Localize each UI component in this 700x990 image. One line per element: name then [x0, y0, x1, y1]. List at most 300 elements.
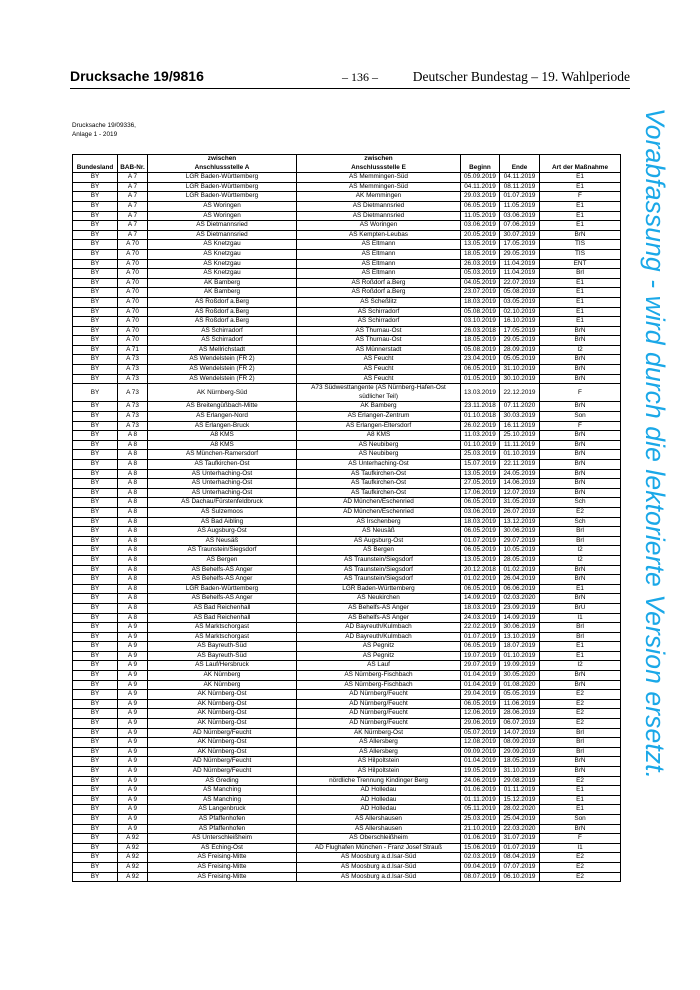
cell-art: E1 — [540, 182, 621, 192]
table-row — [73, 460, 621, 470]
cell-anschlussstelle-a: AS Dietmannsried — [148, 221, 297, 231]
cell-bundesland: BY — [73, 498, 118, 508]
cell-art: BrN — [540, 824, 621, 834]
meta-line-1: Drucksache 19/09336, — [72, 122, 136, 129]
cell-bundesland: BY — [73, 536, 118, 546]
cell-anschlussstelle-a: AS Bad Reichenhall — [148, 603, 297, 613]
cell-art: I2 — [540, 345, 621, 355]
cell-anschlussstelle-e: AS Oberschleißheim — [297, 834, 461, 844]
cell-ende: 11.06.2019 — [500, 699, 540, 709]
cell-anschlussstelle-a: AS Bayreuth-Süd — [148, 651, 297, 661]
cell-ende: 11.04.2019 — [500, 259, 540, 269]
cell-anschlussstelle-e: AS Pegnitz — [297, 642, 461, 652]
cell-ende: 22.11.2019 — [500, 460, 540, 470]
cell-anschlussstelle-a: AS Behelfs-AS Anger — [148, 575, 297, 585]
cell-art: BrN — [540, 326, 621, 336]
cell-anschlussstelle-a: AS Taufkirchen-Ost — [148, 460, 297, 470]
cell-anschlussstelle-a: LGR Baden-Württemberg — [148, 584, 297, 594]
cell-beginn: 01.07.2019 — [461, 632, 500, 642]
cell-anschlussstelle-a: AS Dachau/Fürstenfeldbruck — [148, 498, 297, 508]
cell-bab: A 7 — [118, 173, 148, 183]
document-number: Drucksache 19/9816 — [70, 68, 204, 84]
cell-beginn: 18.03.2019 — [461, 297, 500, 307]
cell-bab: A 8 — [118, 498, 148, 508]
cell-anschlussstelle-a: AS Bergen — [148, 555, 297, 565]
cell-bab: A 8 — [118, 546, 148, 556]
table-row — [73, 843, 621, 853]
cell-anschlussstelle-e: AS Traunstein/Siegsdorf — [297, 575, 461, 585]
cell-anschlussstelle-e: AS Schirradorf — [297, 307, 461, 317]
table-row — [73, 384, 621, 402]
cell-anschlussstelle-e: A73 Südwesttangente (AS Nürnberg-Hafen-Ost südlicher Teil) — [297, 384, 461, 402]
cell-art: BrN — [540, 479, 621, 489]
cell-beginn: 13.05.2019 — [461, 469, 500, 479]
zwischen-label: zwischen — [207, 155, 237, 162]
cell-anschlussstelle-a: AS Pfaffenhofen — [148, 814, 297, 824]
cell-bundesland: BY — [73, 469, 118, 479]
cell-bundesland: BY — [73, 345, 118, 355]
cell-art: BrN — [540, 757, 621, 767]
cell-beginn: 20.12.2018 — [461, 565, 500, 575]
cell-ende: 31.10.2019 — [500, 365, 540, 375]
cell-art: BrN — [540, 402, 621, 412]
cell-anschlussstelle-e: AS Taufkirchen-Ost — [297, 469, 461, 479]
cell-anschlussstelle-a: AS Roßdorf a.Berg — [148, 317, 297, 327]
cell-beginn: 24.03.2019 — [461, 613, 500, 623]
cell-art: BrN — [540, 671, 621, 681]
cell-ende: 11.11.2019 — [500, 440, 540, 450]
cell-ende: 29.05.2019 — [500, 249, 540, 259]
cell-anschlussstelle-e: AS Roßdorf a.Berg — [297, 278, 461, 288]
cell-bundesland: BY — [73, 728, 118, 738]
cell-anschlussstelle-a: AD Nürnberg/Feucht — [148, 767, 297, 777]
cell-bab: A 8 — [118, 431, 148, 441]
cell-anschlussstelle-e: AS Pegnitz — [297, 651, 461, 661]
cell-ende: 23.09.2019 — [500, 603, 540, 613]
cell-bab: A 92 — [118, 872, 148, 882]
cell-ende: 29.09.2019 — [500, 747, 540, 757]
cell-beginn: 01.10.2019 — [461, 440, 500, 450]
cell-ende: 28.06.2019 — [500, 709, 540, 719]
cell-ende: 11.05.2019 — [500, 201, 540, 211]
cell-bundesland: BY — [73, 374, 118, 384]
cell-art: F — [540, 421, 621, 431]
table-row — [73, 230, 621, 240]
cell-anschlussstelle-a: AS Eching-Ost — [148, 843, 297, 853]
cell-bundesland: BY — [73, 336, 118, 346]
cell-ende: 30.05.2020 — [500, 671, 540, 681]
cell-bab: A 8 — [118, 555, 148, 565]
cell-ende: 08.11.2019 — [500, 182, 540, 192]
cell-anschlussstelle-e: LGR Baden-Württemberg — [297, 584, 461, 594]
cell-anschlussstelle-e: AD Flughafen München - Franz Josef Strauß — [297, 843, 461, 853]
cell-anschlussstelle-a: AS Dietmannsried — [148, 230, 297, 240]
cell-art: ENT — [540, 259, 621, 269]
cell-bundesland: BY — [73, 565, 118, 575]
table-row — [73, 795, 621, 805]
cell-bundesland: BY — [73, 249, 118, 259]
watermark — [640, 108, 670, 898]
table-row — [73, 365, 621, 375]
cell-anschlussstelle-a: AK Nürnberg — [148, 671, 297, 681]
cell-ende: 29.07.2019 — [500, 536, 540, 546]
table-row — [73, 728, 621, 738]
table-row — [73, 412, 621, 422]
cell-bab: A 7 — [118, 211, 148, 221]
cell-bundesland: BY — [73, 795, 118, 805]
cell-art: Brl — [540, 269, 621, 279]
table-row — [73, 575, 621, 585]
cell-bab: A 9 — [118, 623, 148, 633]
cell-anschlussstelle-e: AK Bamberg — [297, 402, 461, 412]
cell-bab: A 70 — [118, 288, 148, 298]
col-anschlussstelle-e — [297, 155, 461, 173]
cell-bab: A 9 — [118, 709, 148, 719]
cell-bundesland: BY — [73, 862, 118, 872]
cell-beginn: 06.05.2019 — [461, 498, 500, 508]
cell-beginn: 09.04.2019 — [461, 862, 500, 872]
cell-ende: 25.04.2019 — [500, 814, 540, 824]
cell-ende: 14.07.2019 — [500, 728, 540, 738]
cell-bundesland: BY — [73, 412, 118, 422]
cell-art: E2 — [540, 776, 621, 786]
cell-beginn: 01.06.2019 — [461, 834, 500, 844]
cell-bab: A 9 — [118, 795, 148, 805]
cell-anschlussstelle-a: AS Unterhaching-Ost — [148, 469, 297, 479]
cell-art: BrN — [540, 575, 621, 585]
cell-beginn: 13.05.2019 — [461, 240, 500, 250]
cell-beginn: 23.07.2019 — [461, 288, 500, 298]
cell-bab: A 73 — [118, 384, 148, 402]
cell-anschlussstelle-a: AS Sulzemoos — [148, 507, 297, 517]
cell-anschlussstelle-e: AS Kempten-Leubas — [297, 230, 461, 240]
cell-anschlussstelle-e: AS Moosburg a.d.Isar-Süd — [297, 853, 461, 863]
cell-anschlussstelle-a: AS Woringen — [148, 201, 297, 211]
page-number: – 136 – — [342, 70, 378, 84]
table-row — [73, 507, 621, 517]
cell-beginn: 01.02.2019 — [461, 575, 500, 585]
cell-anschlussstelle-e: AS Neukirchen — [297, 594, 461, 604]
cell-anschlussstelle-e: AS Neusäß — [297, 527, 461, 537]
cell-bundesland: BY — [73, 843, 118, 853]
cell-anschlussstelle-a: AS Behelfs-AS Anger — [148, 565, 297, 575]
cell-beginn: 18.03.2019 — [461, 603, 500, 613]
zwischen-label: zwischen — [364, 155, 393, 162]
cell-beginn: 15.07.2019 — [461, 460, 500, 470]
cell-bundesland: BY — [73, 824, 118, 834]
cell-ende: 12.07.2019 — [500, 488, 540, 498]
cell-beginn: 01.05.2019 — [461, 374, 500, 384]
cell-bab: A 73 — [118, 355, 148, 365]
cell-anschlussstelle-a: AS Freising-Mitte — [148, 872, 297, 882]
cell-anschlussstelle-a: AK Nürnberg-Ost — [148, 690, 297, 700]
cell-art: BrN — [540, 440, 621, 450]
cell-art: Brl — [540, 728, 621, 738]
table-row — [73, 288, 621, 298]
table-row — [73, 747, 621, 757]
cell-bab: A 92 — [118, 834, 148, 844]
cell-art: Son — [540, 412, 621, 422]
cell-bab: A 8 — [118, 575, 148, 585]
cell-bab: A 9 — [118, 728, 148, 738]
cell-beginn: 19.05.2019 — [461, 767, 500, 777]
cell-beginn: 09.09.2019 — [461, 747, 500, 757]
cell-ende: 01.10.2019 — [500, 450, 540, 460]
cell-anschlussstelle-a: AS Freising-Mitte — [148, 862, 297, 872]
cell-art: Brl — [540, 738, 621, 748]
cell-ende: 16.10.2019 — [500, 317, 540, 327]
cell-anschlussstelle-a: AS Roßdorf a.Berg — [148, 297, 297, 307]
cell-bab: A 7 — [118, 201, 148, 211]
cell-ende: 31.07.2019 — [500, 834, 540, 844]
cell-ende: 01.11.2019 — [500, 786, 540, 796]
cell-art: I2 — [540, 546, 621, 556]
cell-anschlussstelle-e: AS Scheßlitz — [297, 297, 461, 307]
cell-bundesland: BY — [73, 853, 118, 863]
cell-anschlussstelle-a: AS München-Ramersdorf — [148, 450, 297, 460]
cell-beginn: 03.10.2019 — [461, 317, 500, 327]
cell-beginn: 01.07.2019 — [461, 536, 500, 546]
cell-art: E2 — [540, 507, 621, 517]
cell-anschlussstelle-e: AD Nürnberg/Feucht — [297, 709, 461, 719]
table-row — [73, 221, 621, 231]
cell-ende: 05.05.2019 — [500, 355, 540, 365]
cell-ende: 18.05.2019 — [500, 757, 540, 767]
cell-bundesland: BY — [73, 776, 118, 786]
cell-anschlussstelle-e: AS Eltmann — [297, 269, 461, 279]
table-row — [73, 355, 621, 365]
cell-anschlussstelle-e: AS Taufkirchen-Ost — [297, 488, 461, 498]
table-row — [73, 834, 621, 844]
cell-anschlussstelle-e: AS Lauf — [297, 661, 461, 671]
table-row — [73, 517, 621, 527]
cell-bundesland: BY — [73, 699, 118, 709]
cell-anschlussstelle-e: AD Nürnberg/Feucht — [297, 690, 461, 700]
cell-anschlussstelle-e: AS Augsburg-Ost — [297, 536, 461, 546]
cell-bundesland: BY — [73, 623, 118, 633]
table-row — [73, 776, 621, 786]
cell-art: E1 — [540, 211, 621, 221]
cell-bab: A 8 — [118, 594, 148, 604]
cell-bundesland: BY — [73, 278, 118, 288]
table-row — [73, 680, 621, 690]
cell-art: E2 — [540, 862, 621, 872]
cell-beginn: 29.03.2019 — [461, 192, 500, 202]
cell-anschlussstelle-a: AS Marktschorgast — [148, 623, 297, 633]
cell-bab: A 70 — [118, 249, 148, 259]
cell-ende: 28.09.2019 — [500, 345, 540, 355]
cell-beginn: 05.08.2019 — [461, 307, 500, 317]
cell-anschlussstelle-e: AS Neubiberg — [297, 440, 461, 450]
cell-bundesland: BY — [73, 384, 118, 402]
cell-anschlussstelle-e: AS Dietmannsried — [297, 201, 461, 211]
cell-anschlussstelle-e: A8 KMS — [297, 431, 461, 441]
cell-ende: 22.07.2019 — [500, 278, 540, 288]
cell-ende: 30.03.2019 — [500, 412, 540, 422]
cell-anschlussstelle-a: AK Nürnberg-Ost — [148, 709, 297, 719]
cell-anschlussstelle-e: AK Memmingen — [297, 192, 461, 202]
cell-anschlussstelle-a: AS Wendelstein (FR 2) — [148, 374, 297, 384]
cell-bundesland: BY — [73, 680, 118, 690]
cell-bundesland: BY — [73, 767, 118, 777]
cell-art: I1 — [540, 613, 621, 623]
cell-beginn: 23.11.2018 — [461, 402, 500, 412]
cell-beginn: 04.05.2019 — [461, 278, 500, 288]
cell-bundesland: BY — [73, 450, 118, 460]
cell-beginn: 26.02.2019 — [461, 421, 500, 431]
table-row — [73, 307, 621, 317]
table-row — [73, 738, 621, 748]
cell-ende: 06.07.2019 — [500, 719, 540, 729]
cell-beginn: 12.08.2019 — [461, 738, 500, 748]
table-row — [73, 173, 621, 183]
table-row — [73, 182, 621, 192]
cell-bundesland: BY — [73, 642, 118, 652]
cell-anschlussstelle-e: AS Allersberg — [297, 747, 461, 757]
cell-ende: 11.04.2019 — [500, 269, 540, 279]
cell-bab: A 70 — [118, 278, 148, 288]
table-body — [73, 173, 621, 882]
cell-bundesland: BY — [73, 269, 118, 279]
cell-bundesland: BY — [73, 546, 118, 556]
table-row — [73, 269, 621, 279]
cell-bundesland: BY — [73, 507, 118, 517]
cell-bundesland: BY — [73, 584, 118, 594]
cell-anschlussstelle-a: AS Freising-Mitte — [148, 853, 297, 863]
cell-beginn: 01.11.2019 — [461, 795, 500, 805]
page-header — [70, 66, 630, 88]
cell-anschlussstelle-a: AS Knetzgau — [148, 259, 297, 269]
table-row — [73, 555, 621, 565]
cell-anschlussstelle-a: AS Manching — [148, 795, 297, 805]
cell-anschlussstelle-e: AS Behelfs-AS Anger — [297, 603, 461, 613]
cell-beginn: 26.03.2018 — [461, 326, 500, 336]
cell-anschlussstelle-a: AS Mellrichstadt — [148, 345, 297, 355]
cell-anschlussstelle-e: AS Erlangen-Eltersdorf — [297, 421, 461, 431]
cell-bab: A 8 — [118, 517, 148, 527]
cell-bundesland: BY — [73, 671, 118, 681]
table-row — [73, 278, 621, 288]
cell-anschlussstelle-a: AS Unterschleißheim — [148, 834, 297, 844]
cell-bundesland: BY — [73, 240, 118, 250]
cell-art: E1 — [540, 288, 621, 298]
cell-ende: 17.05.2019 — [500, 240, 540, 250]
cell-anschlussstelle-a: AK Nürnberg — [148, 680, 297, 690]
cell-ende: 30.07.2019 — [500, 230, 540, 240]
cell-bab: A 92 — [118, 853, 148, 863]
cell-bundesland: BY — [73, 613, 118, 623]
table-row — [73, 767, 621, 777]
cell-anschlussstelle-e: AS Thurnau-Ost — [297, 336, 461, 346]
cell-bundesland: BY — [73, 651, 118, 661]
cell-anschlussstelle-e: AS Traunstein/Siegsdorf — [297, 565, 461, 575]
cell-anschlussstelle-a: AS Lauf/Hersbruck — [148, 661, 297, 671]
cell-beginn: 24.06.2019 — [461, 776, 500, 786]
cell-art: F — [540, 384, 621, 402]
cell-art: E1 — [540, 297, 621, 307]
cell-anschlussstelle-a: AK Nürnberg-Ost — [148, 747, 297, 757]
cell-beginn: 02.03.2019 — [461, 853, 500, 863]
cell-anschlussstelle-a: AS Wendelstein (FR 2) — [148, 355, 297, 365]
cell-anschlussstelle-a: AS Erlangen-Nord — [148, 412, 297, 422]
cell-anschlussstelle-e: AS Nürnberg-Fischbach — [297, 680, 461, 690]
cell-bab: A 8 — [118, 469, 148, 479]
cell-anschlussstelle-a: AK Nürnberg-Ost — [148, 719, 297, 729]
cell-bundesland: BY — [73, 603, 118, 613]
cell-ende: 07.06.2019 — [500, 221, 540, 231]
cell-beginn: 01.06.2019 — [461, 786, 500, 796]
cell-art: E1 — [540, 642, 621, 652]
cell-anschlussstelle-a: AS Pfaffenhofen — [148, 824, 297, 834]
cell-bundesland: BY — [73, 834, 118, 844]
table-row — [73, 872, 621, 882]
cell-bab: A 8 — [118, 460, 148, 470]
table-row — [73, 603, 621, 613]
cell-beginn: 20.05.2019 — [461, 230, 500, 240]
cell-anschlussstelle-e: AS Feucht — [297, 355, 461, 365]
cell-art: E1 — [540, 317, 621, 327]
table-row — [73, 402, 621, 412]
cell-art: BrN — [540, 230, 621, 240]
table-row — [73, 345, 621, 355]
cell-art: E1 — [540, 307, 621, 317]
cell-art: E1 — [540, 221, 621, 231]
cell-anschlussstelle-e: AD München/Eschenried — [297, 507, 461, 517]
cell-bundesland: BY — [73, 527, 118, 537]
cell-art: E1 — [540, 805, 621, 815]
cell-bab: A 9 — [118, 690, 148, 700]
cell-bab: A 7 — [118, 230, 148, 240]
cell-bab: A 8 — [118, 440, 148, 450]
cell-anschlussstelle-e: AS Münnerstadt — [297, 345, 461, 355]
table-row — [73, 259, 621, 269]
cell-ende: 29.08.2019 — [500, 776, 540, 786]
cell-art: I2 — [540, 661, 621, 671]
cell-anschlussstelle-a: A8 KMS — [148, 440, 297, 450]
cell-bab: A 73 — [118, 402, 148, 412]
cell-anschlussstelle-e: AS Allersberg — [297, 738, 461, 748]
cell-art: E1 — [540, 786, 621, 796]
cell-anschlussstelle-a: AK Bamberg — [148, 278, 297, 288]
cell-beginn: 29.07.2019 — [461, 661, 500, 671]
cell-anschlussstelle-a: AS Woringen — [148, 211, 297, 221]
cell-beginn: 27.05.2019 — [461, 479, 500, 489]
cell-ende: 03.05.2019 — [500, 297, 540, 307]
cell-bundesland: BY — [73, 594, 118, 604]
cell-anschlussstelle-a: AD Nürnberg/Feucht — [148, 728, 297, 738]
cell-anschlussstelle-a: AK Bamberg — [148, 288, 297, 298]
cell-bundesland: BY — [73, 402, 118, 412]
cell-art: E1 — [540, 795, 621, 805]
cell-anschlussstelle-e: AS Nürnberg-Fischbach — [297, 671, 461, 681]
cell-ende: 13.12.2019 — [500, 517, 540, 527]
cell-beginn: 18.05.2019 — [461, 336, 500, 346]
cell-bab: A 9 — [118, 642, 148, 652]
table-row — [73, 374, 621, 384]
cell-beginn: 17.06.2019 — [461, 488, 500, 498]
cell-beginn: 14.09.2019 — [461, 594, 500, 604]
cell-bab: A 8 — [118, 613, 148, 623]
cell-bundesland: BY — [73, 201, 118, 211]
cell-bab: A 70 — [118, 326, 148, 336]
cell-ende: 30.06.2019 — [500, 623, 540, 633]
cell-bundesland: BY — [73, 173, 118, 183]
publisher: Deutscher Bundestag – 19. Wahlperiode — [412, 69, 630, 84]
cell-anschlussstelle-a: AS Knetzgau — [148, 269, 297, 279]
cell-anschlussstelle-e: AK Nürnberg-Ost — [297, 728, 461, 738]
cell-bab: A 70 — [118, 240, 148, 250]
cell-bundesland: BY — [73, 326, 118, 336]
